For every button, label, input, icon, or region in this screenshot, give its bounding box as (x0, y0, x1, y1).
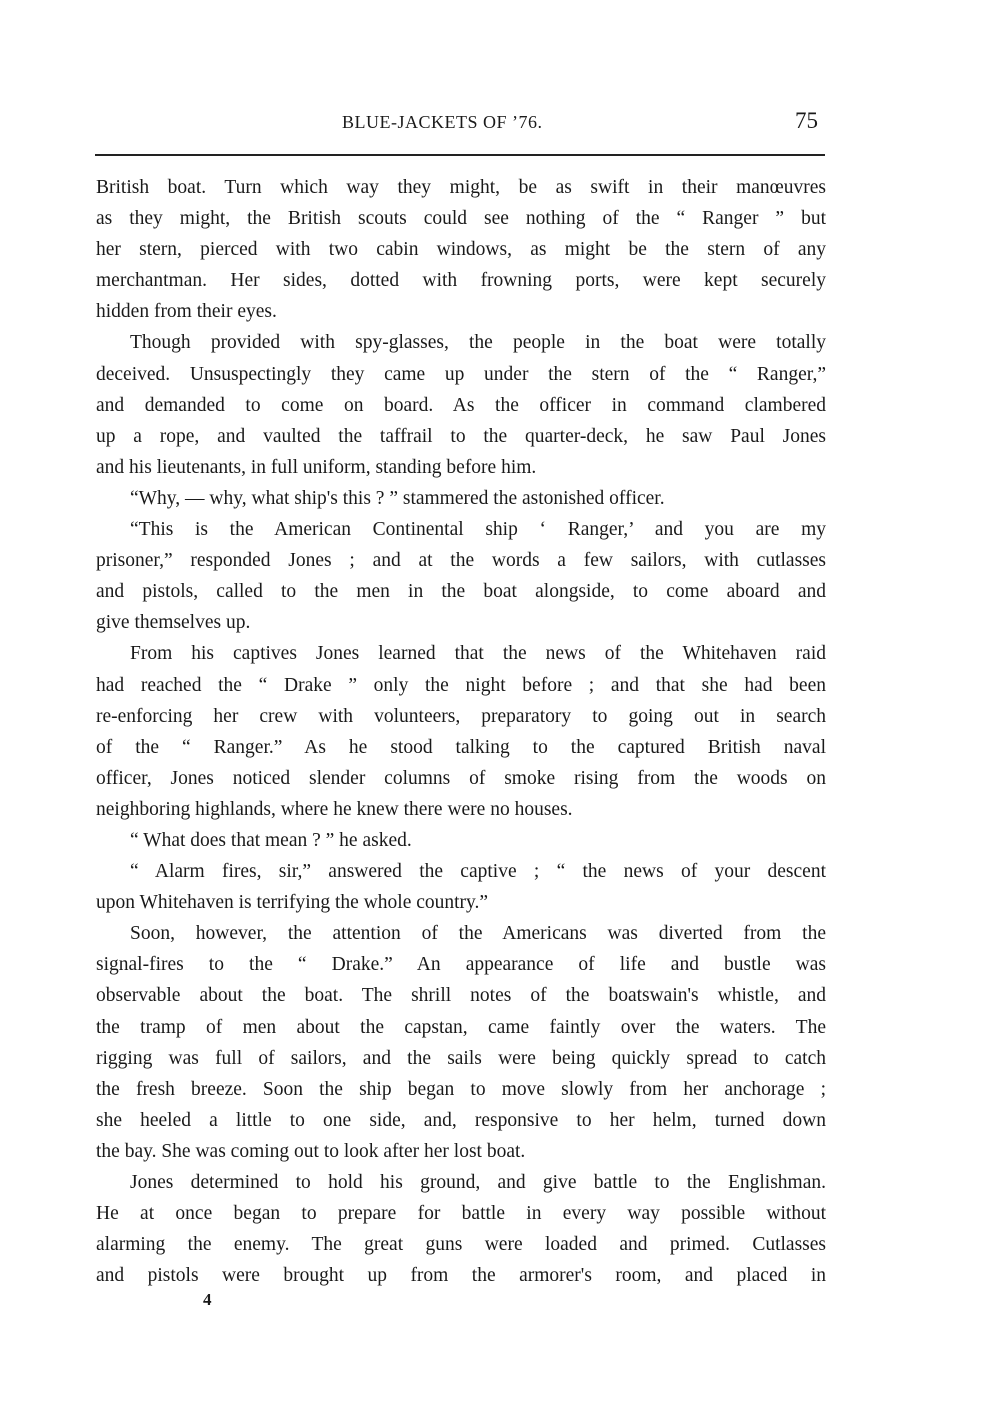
text-line: merchantman. Her sides, dotted with frowning ports, were kept securely (96, 270, 826, 292)
paragraph (96, 638, 826, 825)
paragraph (96, 327, 826, 482)
text-line: Though provided with spy-glasses, the people in the boat were totally (130, 332, 826, 354)
paragraph (96, 856, 826, 918)
text-line: “Why, — why, what ship's this ? ” stammered the astonished officer. (130, 487, 665, 509)
text-line: up a rope, and vaulted the taffrail to the quarter-deck, he saw Paul Jones (96, 425, 826, 447)
text-line: the bay. She was coming out to look after her lost boat. (96, 1140, 526, 1162)
paragraph (96, 172, 826, 327)
text-line: “This is the American Continental ship ‘ Ranger,’ and you are my (130, 519, 826, 541)
signature-mark: 4 (203, 1290, 212, 1309)
paragraph (96, 1167, 826, 1291)
text-line: prisoner,” responded Jones ; and at the words a few sailors, with cutlasses (96, 550, 826, 572)
text-line: of the “ Ranger.” As he stood talking to the captured British naval (96, 736, 826, 758)
paragraph (96, 918, 826, 1167)
running-head (0, 108, 1000, 138)
text-line: upon Whitehaven is terrifying the whole country.” (96, 892, 489, 914)
header-rule (95, 154, 825, 156)
text-line: officer, Jones noticed slender columns of smoke rising from the woods on (96, 767, 826, 789)
text-line: as they might, the British scouts could see nothing of the “ Ranger ” but (96, 208, 826, 230)
text-line: and demanded to come on board. As the officer in command clambered (96, 394, 826, 416)
text-line: give themselves up. (96, 612, 251, 634)
running-head-title: BLUE-JACKETS OF ’76. (342, 112, 543, 132)
text-line: had reached the “ Drake ” only the night before ; and that she had been (96, 674, 826, 696)
text-line: her stern, pierced with two cabin windows, as might be the stern of any (96, 239, 826, 261)
text-line: Soon, however, the attention of the Americans was diverted from the (130, 923, 826, 945)
text-line: observable about the boat. The shrill notes of the boatswain's whistle, and (96, 985, 826, 1007)
text-line: the fresh breeze. Soon the ship began to move slowly from her anchorage ; (96, 1078, 826, 1100)
text-line: and his lieutenants, in full uniform, standing before him. (96, 456, 537, 478)
text-line: signal-fires to the “ Drake.” An appearance of life and bustle was (96, 954, 826, 976)
text-line: rigging was full of sailors, and the sails were being quickly spread to catch (96, 1047, 826, 1069)
text-line: From his captives Jones learned that the news of the Whitehaven raid (130, 643, 826, 665)
text-line: the tramp of men about the capstan, came faintly over the waters. The (96, 1016, 826, 1038)
text-line: alarming the enemy. The great guns were loaded and primed. Cutlasses (96, 1234, 826, 1256)
text-line: Jones determined to hold his ground, and give battle to the Englishman. (130, 1172, 826, 1193)
text-line: and pistols were brought up from the armorer's room, and placed in (96, 1265, 826, 1287)
text-line: British boat. Turn which way they might, be as swift in their manœuvres (96, 177, 826, 198)
text-line: she heeled a little to one side, and, responsive to her helm, turned down (96, 1109, 826, 1131)
paragraph (96, 483, 826, 514)
body-text (96, 172, 826, 1291)
text-line: “ Alarm fires, sir,” answered the captive ; “ the news of your descent (130, 861, 826, 883)
text-line: deceived. Unsuspectingly they came up under the stern of the “ Ranger,” (96, 363, 826, 385)
paragraph (96, 514, 826, 638)
text-line: hidden from their eyes. (96, 301, 277, 323)
text-line: “ What does that mean ? ” he asked. (130, 829, 412, 851)
text-line: re-enforcing her crew with volunteers, preparatory to going out in search (96, 705, 826, 727)
text-line: He at once began to prepare for battle in every way possible without (96, 1203, 826, 1225)
text-line: neighboring highlands, where he knew there were no houses. (96, 798, 573, 820)
page-number: 75 (795, 108, 818, 133)
text-line: and pistols, called to the men in the boat alongside, to come aboard and (96, 581, 826, 603)
paragraph (96, 825, 826, 856)
